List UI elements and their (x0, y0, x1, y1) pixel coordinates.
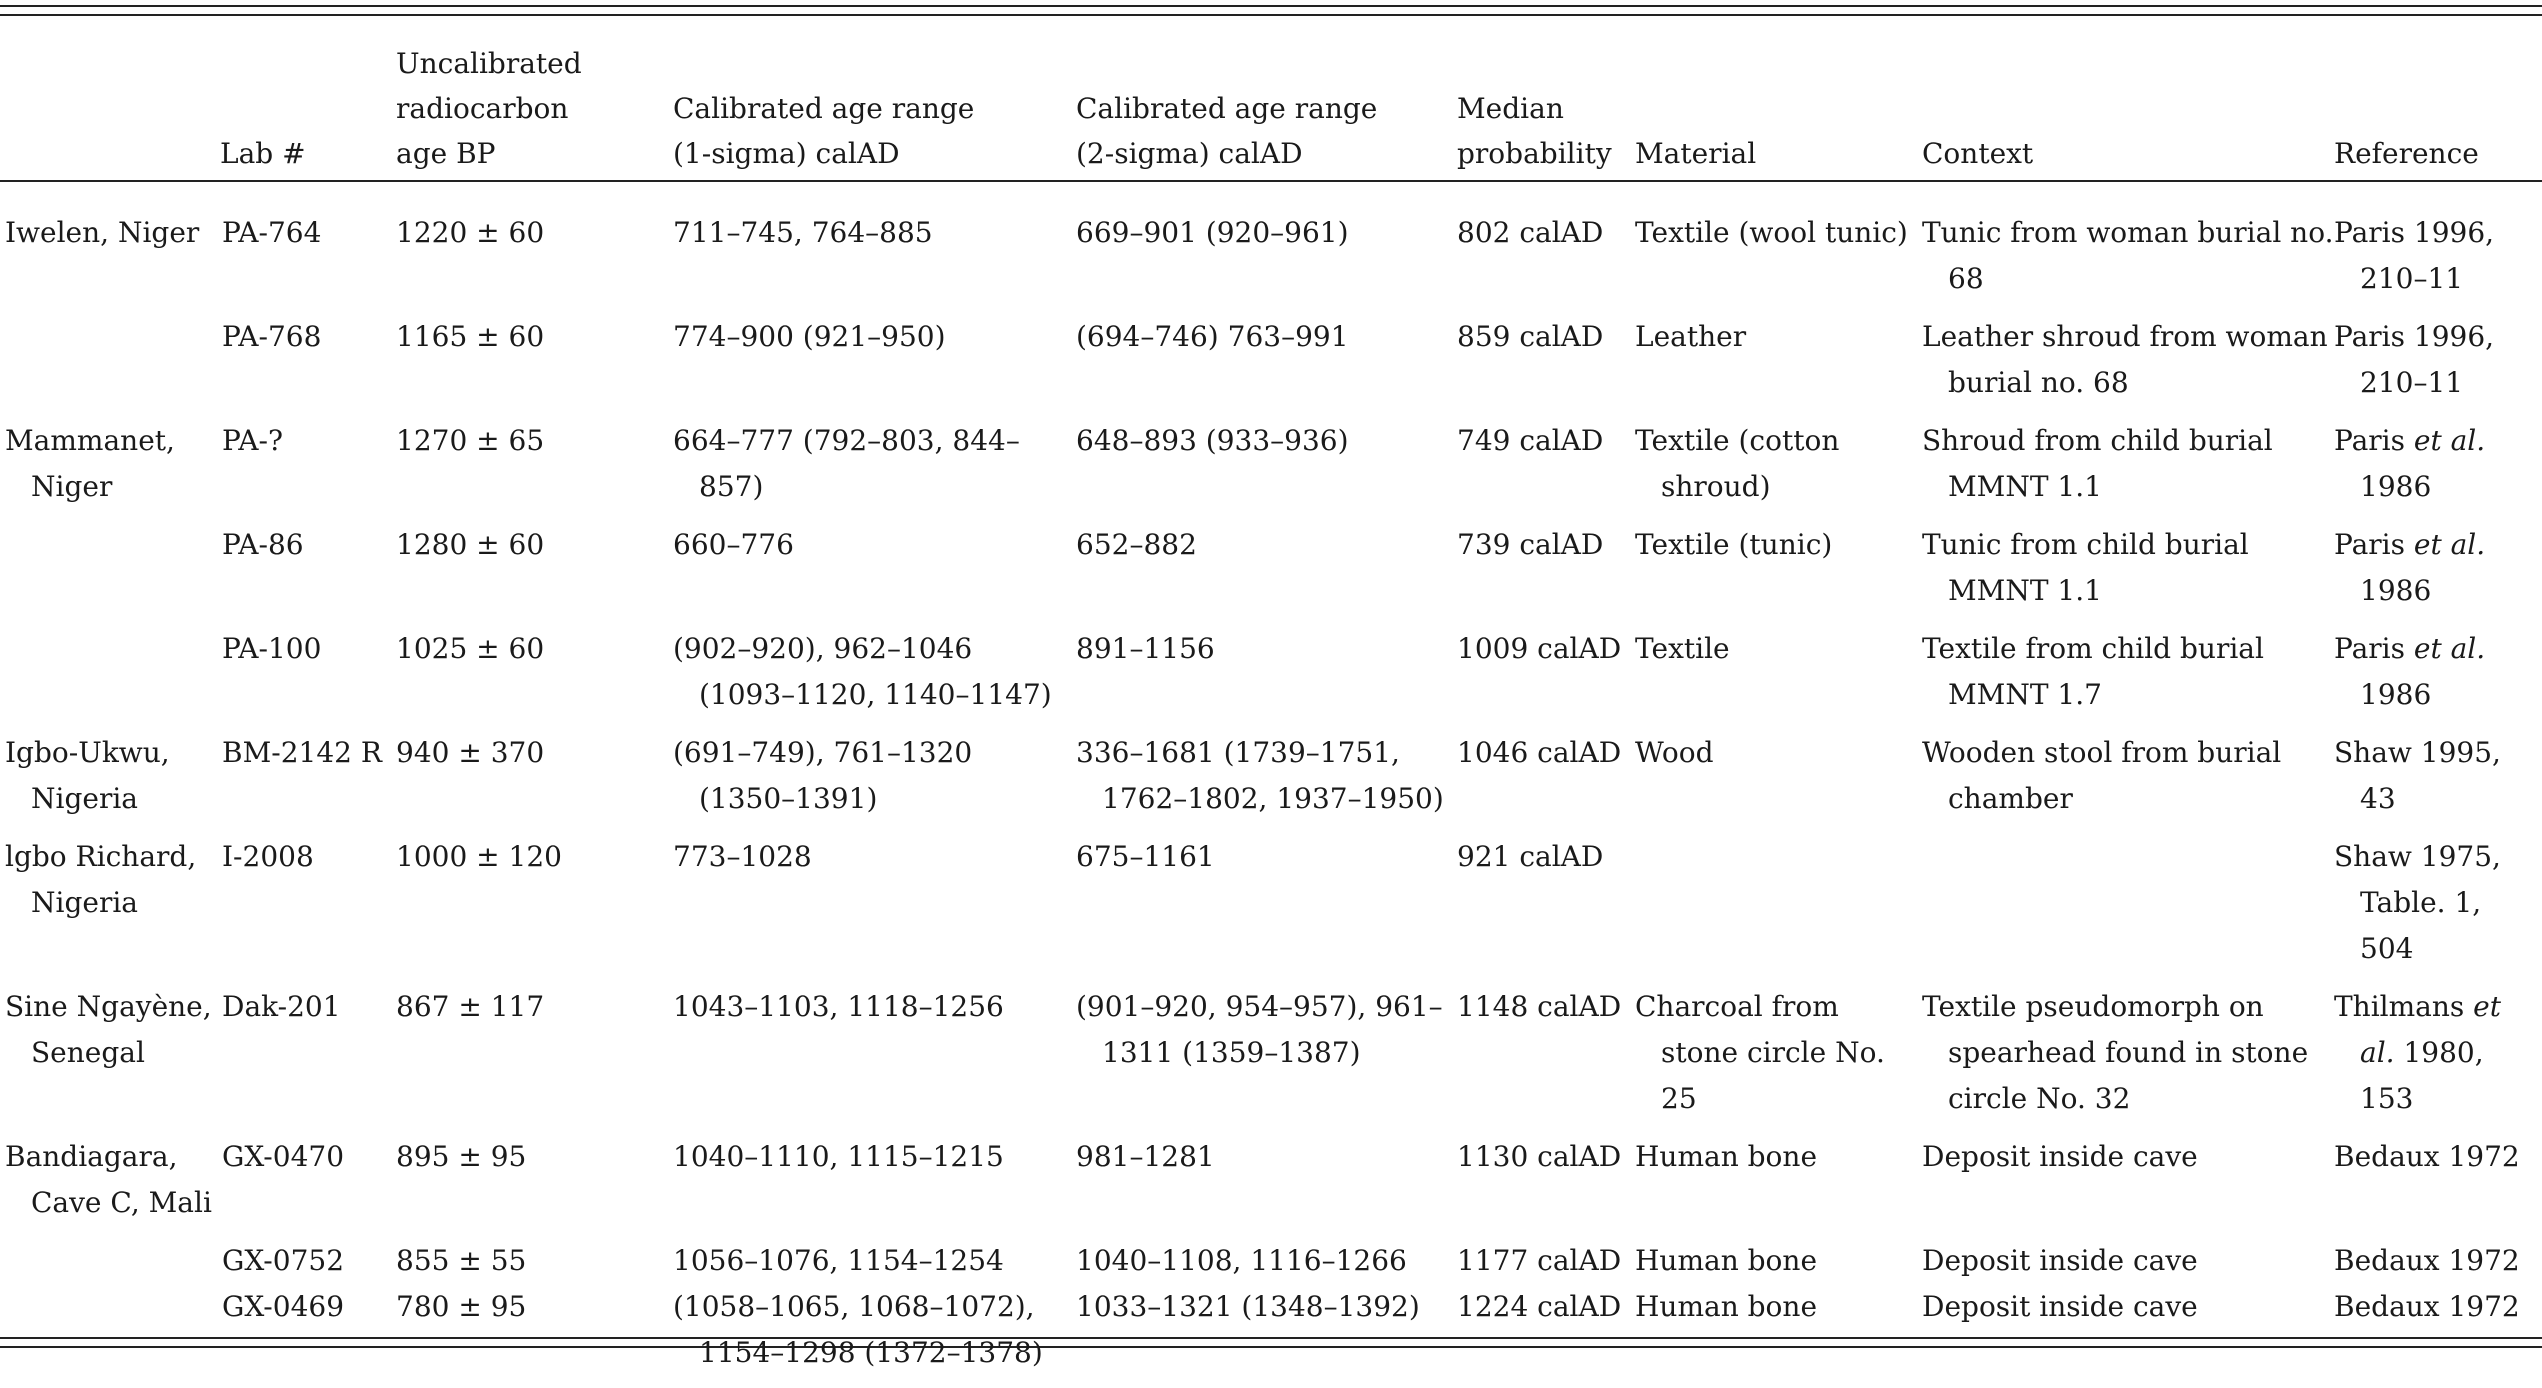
cell-material (1635, 1284, 1922, 1388)
sigma1-text: (902–920), 962–1046 (1093–1120, 1140–1147) (673, 632, 1052, 711)
lab-text: GX-0752 (222, 1244, 345, 1277)
cell-lab (220, 984, 396, 1134)
material-text: Textile (1635, 632, 1730, 665)
cell-context (1922, 626, 2334, 730)
reference-etal: et al. (2360, 990, 2501, 1069)
cell-sigma1 (673, 834, 1076, 984)
median-text: 1148 calAD (1457, 990, 1622, 1023)
sigma2-text: 675–1161 (1076, 840, 1215, 873)
header-2-sigma-line2: (2-sigma) calAD (1076, 137, 1303, 170)
cell-median (1457, 314, 1635, 418)
table-row (0, 626, 2542, 730)
site-text: Bandiagara, Cave C, Mali (5, 1140, 212, 1219)
sigma2-text: 652–882 (1076, 528, 1197, 561)
sigma1-text: 1040–1110, 1115–1215 (673, 1140, 1004, 1173)
median-text: 1046 calAD (1457, 736, 1622, 769)
cell-reference (2334, 314, 2542, 418)
cell-material (1635, 314, 1922, 418)
header-uncalibrated-line1: Uncalibrated (396, 47, 582, 80)
lab-text: GX-0469 (222, 1290, 345, 1323)
cell-median (1457, 626, 1635, 730)
cell-sigma2 (1076, 314, 1457, 418)
cell-sigma2 (1076, 196, 1457, 314)
cell-material (1635, 626, 1922, 730)
cell-context (1922, 1134, 2334, 1238)
cell-site (0, 984, 220, 1134)
cell-sigma1 (673, 1238, 1076, 1284)
cell-median (1457, 730, 1635, 834)
cell-reference (2334, 730, 2542, 834)
sigma1-text: 660–776 (673, 528, 794, 561)
sigma1-text: 774–900 (921–950) (673, 320, 946, 353)
median-text: 749 calAD (1457, 424, 1604, 457)
cell-lab (220, 1134, 396, 1238)
cell-material (1635, 196, 1922, 314)
context-text: Tunic from woman burial no. 68 (1922, 216, 2334, 295)
cell-site (0, 1134, 220, 1238)
cell-lab (220, 196, 396, 314)
cell-lab (220, 1238, 396, 1284)
context-text: Textile from child burial MMNT 1.7 (1922, 632, 2264, 711)
context-text: Leather shroud from woman burial no. 68 (1922, 320, 2328, 399)
reference-etal: et al. (2413, 424, 2486, 457)
cell-reference (2334, 1284, 2542, 1388)
lab-text: PA-? (222, 424, 283, 457)
cell-site (0, 626, 220, 730)
cell-site (0, 314, 220, 418)
reference-text (2334, 626, 2542, 718)
reference-text: Shaw 1975, Table. 1, 504 (2334, 840, 2501, 965)
header-median-line1: Median (1457, 92, 1564, 125)
cell-bp (396, 314, 673, 418)
bp-text: 1025 ± 60 (396, 632, 545, 665)
lab-text: BM-2142 R (222, 736, 382, 769)
cell-lab (220, 834, 396, 984)
context-text: Deposit inside cave (1922, 1140, 2198, 1173)
cell-sigma1 (673, 1284, 1076, 1388)
reference-text: Shaw 1995, 43 (2334, 736, 2501, 815)
reference-text (2334, 984, 2542, 1122)
site-text: lgbo Richard, Nigeria (5, 840, 197, 919)
cell-sigma2 (1076, 522, 1457, 626)
site-text: Iwelen, Niger (5, 216, 200, 249)
header-median (1457, 0, 1635, 196)
sigma1-text: 1056–1076, 1154–1254 (673, 1244, 1004, 1277)
cell-context (1922, 834, 2334, 984)
cell-bp (396, 522, 673, 626)
table-row (0, 1134, 2542, 1238)
bp-text: 895 ± 95 (396, 1140, 527, 1173)
cell-context (1922, 1284, 2334, 1388)
header-uncalibrated-line3: age BP (396, 137, 496, 170)
median-text: 1224 calAD (1457, 1290, 1622, 1323)
cell-sigma2 (1076, 418, 1457, 522)
sigma1-text: 711–745, 764–885 (673, 216, 933, 249)
cell-sigma2 (1076, 1284, 1457, 1388)
cell-context (1922, 196, 2334, 314)
cell-sigma1 (673, 984, 1076, 1134)
median-text: 802 calAD (1457, 216, 1604, 249)
cell-sigma2 (1076, 730, 1457, 834)
reference-text: Bedaux 1972 (2334, 1244, 2520, 1277)
cell-bp (396, 984, 673, 1134)
reference-author: Thilmans (2334, 990, 2474, 1023)
cell-reference (2334, 834, 2542, 984)
material-text: Textile (tunic) (1635, 528, 1833, 561)
sigma2-text: 981–1281 (1076, 1140, 1215, 1173)
cell-context (1922, 314, 2334, 418)
cell-context (1922, 984, 2334, 1134)
cell-sigma2 (1076, 984, 1457, 1134)
header-2-sigma-line1: Calibrated age range (1076, 92, 1378, 125)
cell-median (1457, 1284, 1635, 1388)
cell-bp (396, 196, 673, 314)
bp-text: 855 ± 55 (396, 1244, 527, 1277)
header-reference: Reference (2334, 137, 2479, 170)
cell-lab (220, 314, 396, 418)
header-uncalibrated-line2: radiocarbon (396, 92, 569, 125)
cell-sigma2 (1076, 1238, 1457, 1284)
header-1-sigma (673, 0, 1076, 196)
sigma1-text: 664–777 (792–803, 844–857) (673, 424, 1020, 503)
context-text: Wooden stool from burial chamber (1922, 736, 2282, 815)
material-text: Charcoal from stone circle No. 25 (1635, 990, 1885, 1115)
cell-sigma1 (673, 522, 1076, 626)
cell-context (1922, 418, 2334, 522)
header-lab: Lab # (220, 137, 306, 170)
reference-year: 1980, 153 (2360, 1036, 2484, 1115)
cell-median (1457, 984, 1635, 1134)
cell-lab (220, 730, 396, 834)
context-text: Shroud from child burial MMNT 1.1 (1922, 424, 2273, 503)
median-text: 739 calAD (1457, 528, 1604, 561)
cell-material (1635, 1134, 1922, 1238)
table-row (0, 834, 2542, 984)
cell-sigma1 (673, 196, 1076, 314)
cell-bp (396, 1134, 673, 1238)
reference-year: 1986 (2360, 574, 2432, 607)
sigma1-text: (691–749), 761–1320 (1350–1391) (673, 736, 973, 815)
reference-year: 1986 (2360, 470, 2432, 503)
cell-bp (396, 626, 673, 730)
table-row (0, 1238, 2542, 1284)
header-median-line2: probability (1457, 137, 1612, 170)
cell-site (0, 522, 220, 626)
bp-text: 1000 ± 120 (396, 840, 562, 873)
material-text: Human bone (1635, 1290, 1818, 1323)
table-row (0, 418, 2542, 522)
cell-reference (2334, 626, 2542, 730)
reference-text: Bedaux 1972 (2334, 1290, 2520, 1323)
cell-sigma2 (1076, 1134, 1457, 1238)
cell-bp (396, 1284, 673, 1388)
cell-reference (2334, 196, 2542, 314)
reference-etal: et al. (2413, 632, 2486, 665)
cell-material (1635, 834, 1922, 984)
cell-lab (220, 522, 396, 626)
cell-material (1635, 730, 1922, 834)
table-header (0, 0, 2542, 196)
cell-reference (2334, 1238, 2542, 1284)
bp-text: 1165 ± 60 (396, 320, 545, 353)
cell-material (1635, 1238, 1922, 1284)
sigma2-text: (901–920, 954–957), 961–1311 (1359–1387) (1076, 990, 1443, 1069)
material-text: Human bone (1635, 1244, 1818, 1277)
reference-etal: et al. (2413, 528, 2486, 561)
reference-text (2334, 522, 2542, 614)
reference-author: Paris (2334, 528, 2414, 561)
material-text: Wood (1635, 736, 1714, 769)
context-text: Deposit inside cave (1922, 1244, 2198, 1277)
bp-text: 1220 ± 60 (396, 216, 545, 249)
bp-text: 1280 ± 60 (396, 528, 545, 561)
header-material: Material (1635, 137, 1757, 170)
context-text: Tunic from child burial MMNT 1.1 (1922, 528, 2249, 607)
cell-sigma2 (1076, 834, 1457, 984)
median-text: 1009 calAD (1457, 632, 1622, 665)
bp-text: 867 ± 117 (396, 990, 545, 1023)
cell-median (1457, 418, 1635, 522)
table-row (0, 1284, 2542, 1388)
cell-sigma1 (673, 418, 1076, 522)
cell-median (1457, 1134, 1635, 1238)
sigma1-text: 1043–1103, 1118–1256 (673, 990, 1004, 1023)
material-text: Human bone (1635, 1140, 1818, 1173)
cell-context (1922, 730, 2334, 834)
table-row (0, 314, 2542, 418)
cell-median (1457, 196, 1635, 314)
context-text: Deposit inside cave (1922, 1290, 2198, 1323)
cell-site (0, 730, 220, 834)
sigma2-text: 891–1156 (1076, 632, 1215, 665)
cell-median (1457, 1238, 1635, 1284)
bp-text: 940 ± 370 (396, 736, 545, 769)
lab-text: PA-768 (222, 320, 322, 353)
bp-text: 780 ± 95 (396, 1290, 527, 1323)
table-body (0, 196, 2542, 1388)
sigma2-text: 1033–1321 (1348–1392) (1076, 1290, 1420, 1323)
cell-sigma1 (673, 1134, 1076, 1238)
cell-site (0, 418, 220, 522)
cell-site (0, 196, 220, 314)
cell-bp (396, 418, 673, 522)
site-text: Mammanet, Niger (5, 424, 175, 503)
sigma1-text: 773–1028 (673, 840, 812, 873)
cell-bp (396, 730, 673, 834)
cell-reference (2334, 1134, 2542, 1238)
lab-text: PA-86 (222, 528, 304, 561)
cell-site (0, 1284, 220, 1388)
header-context: Context (1922, 137, 2034, 170)
reference-year: 1986 (2360, 678, 2432, 711)
cell-bp (396, 1238, 673, 1284)
median-text: 921 calAD (1457, 840, 1604, 873)
reference-text: Bedaux 1972 (2334, 1140, 2520, 1173)
cell-material (1635, 522, 1922, 626)
lab-text: GX-0470 (222, 1140, 345, 1173)
sigma2-text: 1040–1108, 1116–1266 (1076, 1244, 1407, 1277)
cell-median (1457, 522, 1635, 626)
cell-context (1922, 1238, 2334, 1284)
median-text: 1130 calAD (1457, 1140, 1622, 1173)
cell-sigma1 (673, 314, 1076, 418)
reference-text (2334, 418, 2542, 510)
cell-context (1922, 522, 2334, 626)
bp-text: 1270 ± 65 (396, 424, 545, 457)
header-2-sigma (1076, 0, 1457, 196)
cell-material (1635, 418, 1922, 522)
header-uncalibrated (396, 0, 673, 196)
lab-text: Dak-201 (222, 990, 341, 1023)
sigma2-text: 669–901 (920–961) (1076, 216, 1349, 249)
material-text: Textile (wool tunic) (1635, 216, 1908, 249)
header-1-sigma-line1: Calibrated age range (673, 92, 975, 125)
cell-sigma1 (673, 626, 1076, 730)
header-site (0, 0, 220, 196)
material-text: Textile (cotton shroud) (1635, 424, 1840, 503)
material-text: Leather (1635, 320, 1747, 353)
cell-sigma1 (673, 730, 1076, 834)
reference-author: Paris (2334, 424, 2414, 457)
cell-lab (220, 626, 396, 730)
sigma2-text: 648–893 (933–936) (1076, 424, 1349, 457)
site-text: Sine Ngayène, Senegal (5, 990, 212, 1069)
cell-site (0, 834, 220, 984)
reference-author: Paris (2334, 632, 2414, 665)
cell-bp (396, 834, 673, 984)
cell-reference (2334, 418, 2542, 522)
cell-lab (220, 418, 396, 522)
cell-sigma2 (1076, 626, 1457, 730)
median-text: 859 calAD (1457, 320, 1604, 353)
table-row (0, 522, 2542, 626)
cell-lab (220, 1284, 396, 1388)
context-text: Textile pseudomorph on spearhead found in stone circle No. 32 (1922, 990, 2309, 1115)
sigma1-text: (1058–1065, 1068–1072), 1154–1298 (1372–1378) (673, 1290, 1043, 1369)
cell-reference (2334, 522, 2542, 626)
reference-text: Paris 1996, 210–11 (2334, 216, 2495, 295)
table-row (0, 984, 2542, 1134)
table-row (0, 196, 2542, 314)
lab-text: PA-100 (222, 632, 322, 665)
sigma2-text: 336–1681 (1739–1751, 1762–1802, 1937–1950) (1076, 736, 1444, 815)
site-text: Igbo-Ukwu, Nigeria (5, 736, 170, 815)
table-row (0, 730, 2542, 834)
lab-text: I-2008 (222, 840, 314, 873)
cell-reference (2334, 984, 2542, 1134)
median-text: 1177 calAD (1457, 1244, 1622, 1277)
header-1-sigma-line2: (1-sigma) calAD (673, 137, 900, 170)
reference-text: Paris 1996, 210–11 (2334, 320, 2495, 399)
sigma2-text: (694–746) 763–991 (1076, 320, 1349, 353)
lab-text: PA-764 (222, 216, 322, 249)
cell-median (1457, 834, 1635, 984)
cell-material (1635, 984, 1922, 1134)
cell-site (0, 1238, 220, 1284)
